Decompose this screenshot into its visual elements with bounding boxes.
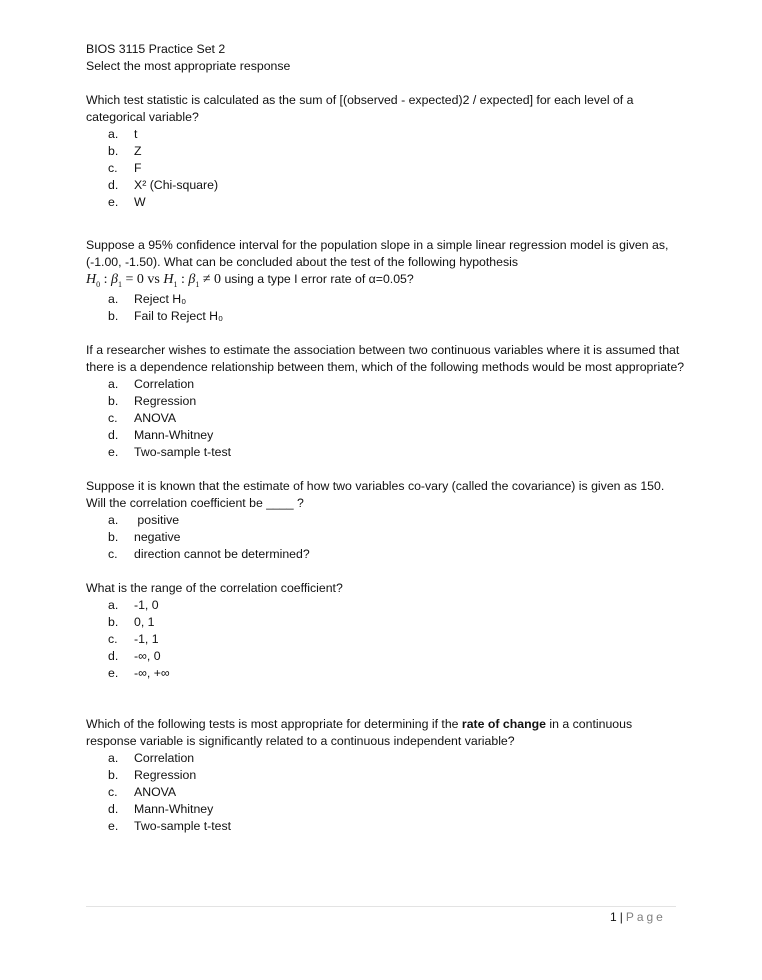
- option-a: [86, 597, 686, 614]
- option-a: [86, 376, 686, 393]
- option-letter: a.: [108, 292, 119, 306]
- option-c: [86, 546, 686, 563]
- option-label: t: [134, 127, 138, 141]
- beta-subscript: 1: [195, 279, 200, 289]
- page-number: 1: [610, 910, 617, 924]
- h0-subscript: 0: [96, 279, 101, 289]
- option-label: Reject H₀: [134, 292, 187, 306]
- option-a: [86, 126, 686, 143]
- option-letter: b.: [108, 309, 119, 323]
- option-label: Correlation: [134, 751, 195, 765]
- document-page: [86, 41, 686, 835]
- option-b: [86, 393, 686, 410]
- question-5: [86, 580, 686, 682]
- emphasized-text: rate of change: [461, 717, 546, 731]
- option-letter: d.: [108, 649, 119, 663]
- option-c: [86, 631, 686, 648]
- option-label: Regression: [134, 394, 197, 408]
- option-label: X² (Chi-square): [134, 178, 219, 192]
- option-c: [86, 410, 686, 427]
- hypothesis-formula: $H_0$ : $\beta_1 = 0$ vs $H_1$ : $\beta_1 \ne 0$: [86, 272, 222, 289]
- option-list: [86, 512, 686, 563]
- question-1: [86, 92, 686, 211]
- option-label: Mann-Whitney: [134, 802, 214, 816]
- question-3: [86, 342, 686, 461]
- question-text-part: in a continuous response variable is significantly related to a continuous independent variable?: [86, 717, 633, 748]
- option-label: Two-sample t-test: [134, 445, 232, 459]
- option-label: positive: [134, 513, 180, 527]
- option-label: Two-sample t-test: [134, 819, 232, 833]
- question-text: [86, 716, 686, 750]
- option-list: [86, 291, 686, 325]
- option-letter: e.: [108, 195, 119, 209]
- question-text: Suppose a 95% confidence interval for the population slope in a simple linear regression model is given as, (-1.00, -1.50). What can be concluded about the test of the following hypothesis: [86, 238, 669, 269]
- option-label: -∞, +∞: [134, 666, 170, 680]
- option-letter: e.: [108, 819, 119, 833]
- option-label: ANOVA: [134, 785, 177, 799]
- option-d: [86, 801, 686, 818]
- beta-symbol: β: [188, 272, 196, 287]
- option-label: Regression: [134, 768, 197, 782]
- option-list: [86, 750, 686, 835]
- footer-separator: |: [619, 910, 623, 924]
- page-label: Page: [625, 910, 666, 924]
- question-2: [86, 237, 686, 325]
- beta-symbol: β: [111, 272, 118, 287]
- option-label: negative: [134, 530, 181, 544]
- option-e: [86, 444, 686, 461]
- option-letter: a.: [108, 513, 119, 527]
- option-c: [86, 784, 686, 801]
- option-label: Mann-Whitney: [134, 428, 214, 442]
- h1-symbol: H: [163, 272, 174, 287]
- option-list: [86, 376, 686, 461]
- h0-symbol: H: [86, 272, 97, 287]
- hypothesis-suffix: using a type I error rate of α=0.05?: [221, 272, 414, 286]
- option-letter: b.: [108, 394, 119, 408]
- option-label: -1, 1: [134, 632, 159, 646]
- option-label: Fail to Reject H₀: [134, 309, 224, 323]
- option-e: [86, 665, 686, 682]
- option-letter: b.: [108, 768, 119, 782]
- question-text-part: Which of the following tests is most appropriate for determining if the: [86, 717, 462, 731]
- option-letter: b.: [108, 530, 119, 544]
- option-b: [86, 143, 686, 160]
- question-text: Suppose it is known that the estimate of how two variables co-vary (called the covariance) is given as 150. Will the correlation coefficient be ____ ?: [86, 479, 665, 510]
- option-label: direction cannot be determined?: [134, 547, 310, 561]
- option-label: 0, 1: [134, 615, 155, 629]
- option-b: [86, 767, 686, 784]
- option-c: [86, 160, 686, 177]
- question-text: Which test statistic is calculated as the sum of [(observed - expected)2 / expected] for each level of a categorical variable?: [86, 93, 634, 124]
- option-letter: b.: [108, 144, 119, 158]
- option-b: [86, 529, 686, 546]
- option-label: -1, 0: [134, 598, 159, 612]
- option-letter: c.: [108, 632, 118, 646]
- beta-subscript: 1: [118, 279, 122, 289]
- option-letter: d.: [108, 178, 119, 192]
- option-letter: e.: [108, 445, 119, 459]
- option-list: [86, 126, 686, 211]
- option-b: [86, 614, 686, 631]
- option-b: [86, 308, 686, 325]
- question-6: [86, 716, 686, 835]
- question-4: [86, 478, 686, 563]
- option-label: Correlation: [134, 377, 195, 391]
- option-label: -∞, 0: [134, 649, 161, 663]
- hypothesis-equals: = 0 vs: [122, 272, 164, 287]
- option-label: ANOVA: [134, 411, 177, 425]
- option-letter: a.: [108, 377, 119, 391]
- option-letter: c.: [108, 785, 118, 799]
- option-letter: e.: [108, 666, 119, 680]
- option-letter: d.: [108, 802, 119, 816]
- h1-subscript: 1: [173, 279, 178, 289]
- option-d: [86, 177, 686, 194]
- option-e: [86, 194, 686, 211]
- option-a: [86, 512, 686, 529]
- option-d: [86, 648, 686, 665]
- option-label: F: [134, 161, 142, 175]
- option-letter: a.: [108, 751, 119, 765]
- option-letter: c.: [108, 161, 118, 175]
- footer-divider: [86, 906, 676, 907]
- option-d: [86, 427, 686, 444]
- question-text: If a researcher wishes to estimate the association between two continuous variables where it is assumed that there is a dependence relationship between them, which of the following methods would be most appropriate?: [86, 343, 685, 374]
- question-text: What is the range of the correlation coefficient?: [86, 581, 343, 595]
- option-letter: c.: [108, 411, 118, 425]
- option-letter: a.: [108, 598, 119, 612]
- hypothesis-line: [86, 271, 686, 291]
- course-title: BIOS 3115 Practice Set 2: [86, 42, 226, 56]
- option-letter: b.: [108, 615, 119, 629]
- option-a: [86, 750, 686, 767]
- option-label: Z: [134, 144, 142, 158]
- hypothesis-not-equals: ≠ 0: [199, 272, 222, 287]
- option-letter: d.: [108, 428, 119, 442]
- instructions: Select the most appropriate response: [86, 59, 291, 73]
- option-e: [86, 818, 686, 835]
- option-label: W: [134, 195, 146, 209]
- option-letter: c.: [108, 547, 118, 561]
- option-a: [86, 291, 686, 308]
- option-list: [86, 597, 686, 682]
- page-footer: [610, 910, 666, 924]
- option-letter: a.: [108, 127, 119, 141]
